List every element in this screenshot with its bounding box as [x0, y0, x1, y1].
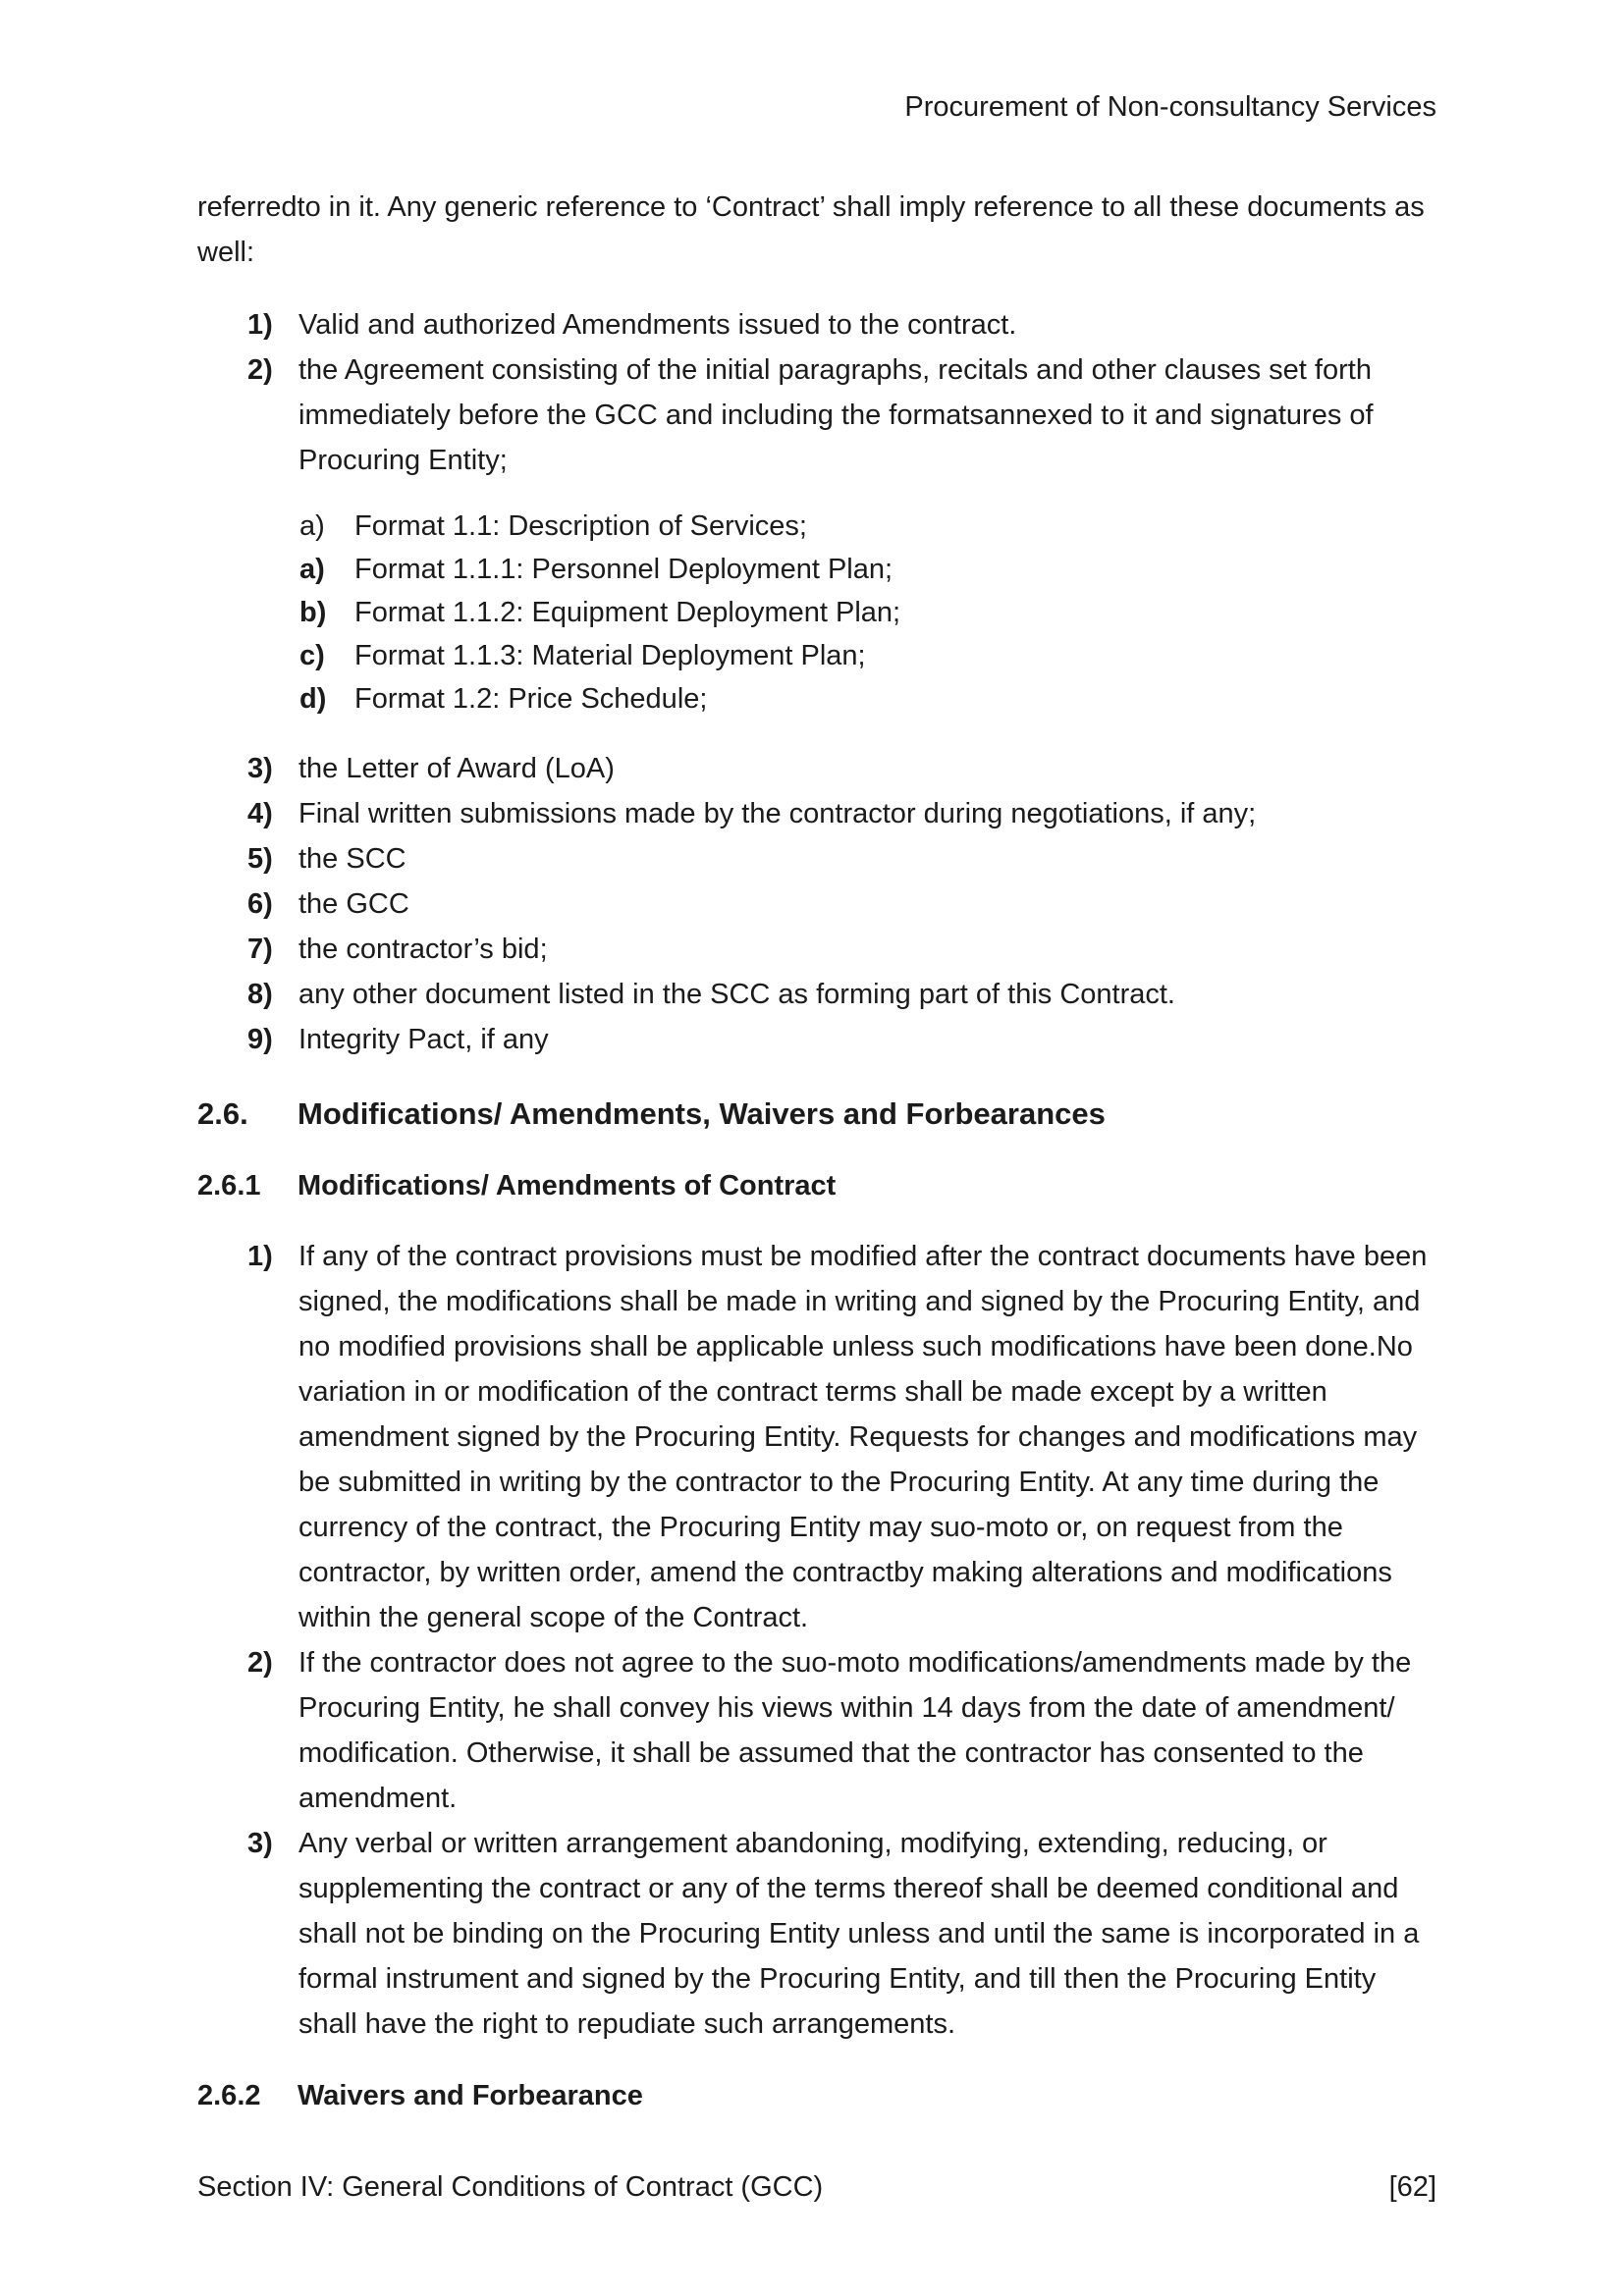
- section-heading-2-6-2: [197, 2073, 1436, 2118]
- list-item-text: Valid and authorized Amendments issued to the contract.: [298, 309, 1017, 341]
- section-heading-number: 2.6.: [197, 1096, 248, 1131]
- list-item: [197, 1017, 1436, 1062]
- section-heading-title: Modifications/ Amendments, Waivers and Forbearances: [298, 1096, 1106, 1131]
- list-item: [197, 347, 1436, 483]
- footer-page-number: [62]: [1388, 2171, 1436, 2203]
- sublist-item-letter: d): [299, 683, 327, 715]
- list-item-number: 2): [247, 1647, 273, 1679]
- sublist-item-text: Format 1.1.1: Personnel Deployment Plan;: [354, 554, 893, 585]
- list-item: [197, 836, 1436, 881]
- section-heading-number: 2.6.1: [197, 1170, 261, 1201]
- list-item-number: 1): [247, 309, 273, 341]
- list-item-text: Integrity Pact, if any: [298, 1024, 549, 1055]
- list-item-number: 5): [247, 843, 273, 875]
- intro-paragraph: referredto in it. Any generic reference to ‘Contract’ shall imply reference to all these documents as well:: [197, 191, 1425, 268]
- section-heading-2-6: [197, 1092, 1436, 1137]
- page-footer: [197, 2164, 1436, 2210]
- list-item-number: 9): [247, 1024, 273, 1055]
- list-item-number: 8): [247, 979, 273, 1010]
- sublist-item-letter: a): [299, 554, 325, 585]
- sublist-item: [197, 634, 1436, 677]
- list-item-number: 7): [247, 934, 273, 965]
- list-item-number: 4): [247, 798, 273, 829]
- list-item-text: the SCC: [298, 843, 406, 875]
- list-item-text: the Agreement consisting of the initial paragraphs, recitals and other clauses set forth immediately before the GCC and including the formatsannexed to it and signatures of Procuring Entity;: [298, 354, 1374, 476]
- list-item-number: 3): [247, 753, 273, 784]
- list-item-number: 6): [247, 888, 273, 920]
- sublist-item-text: Format 1.1.2: Equipment Deployment Plan;: [354, 597, 901, 628]
- list-item-number: 1): [247, 1241, 273, 1272]
- list-item-text: the contractor’s bid;: [298, 934, 548, 965]
- numbered-list-top: [197, 302, 1436, 483]
- sublist-item-letter: c): [299, 640, 325, 671]
- sublist-item: [197, 591, 1436, 634]
- list-item: [197, 1640, 1436, 1821]
- sublist-item-text: Format 1.1: Description of Services;: [354, 510, 807, 542]
- section-heading-title: Waivers and Forbearance: [298, 2080, 643, 2111]
- list-item: [197, 302, 1436, 347]
- list-item-text: If the contractor does not agree to the suo-moto modifications/amendments made by the Procuring Entity, he shall convey his views within 14 days from the date of amendment/ modification. Otherwise, it shall be assumed that the contractor has consented to the amendment.: [298, 1647, 1412, 1814]
- list-item-text: the Letter of Award (LoA): [298, 753, 615, 784]
- section-heading-title: Modifications/ Amendments of Contract: [298, 1170, 837, 1201]
- list-item-text: Final written submissions made by the contractor during negotiations, if any;: [298, 798, 1257, 829]
- sublist-item-text: Format 1.1.3: Material Deployment Plan;: [354, 640, 866, 671]
- sublist-item: [197, 548, 1436, 591]
- sublist-item-text: Format 1.2: Price Schedule;: [354, 683, 708, 715]
- list-item: [197, 1234, 1436, 1640]
- list-item: [197, 746, 1436, 791]
- list-item: [197, 791, 1436, 836]
- header-title: Procurement of Non-consultancy Services: [904, 91, 1436, 123]
- section-heading-number: 2.6.2: [197, 2080, 261, 2111]
- list-item-text: any other document listed in the SCC as forming part of this Contract.: [298, 979, 1175, 1010]
- lettered-sublist: [197, 505, 1436, 721]
- numbered-list-modifications: [197, 1234, 1436, 2047]
- section-heading-2-6-1: [197, 1163, 1436, 1208]
- list-item-text: Any verbal or written arrangement abandoning, modifying, extending, reducing, or supplementing the contract or any of the terms thereof shall be deemed conditional and shall not be binding on the Procuring Entity unless and until the same is incorporated in a formal instrument and signed by the Procuring Entity, and till then the Procuring Entity shall have the right to repudiate such arrangements.: [298, 1828, 1420, 2040]
- sublist-item-letter: a): [299, 510, 325, 542]
- page-header: [197, 84, 1436, 130]
- footer-section-label: Section IV: General Conditions of Contract (GCC): [197, 2171, 824, 2203]
- list-item: [197, 1821, 1436, 2047]
- list-item-text: the GCC: [298, 888, 409, 920]
- list-item: [197, 881, 1436, 927]
- list-item: [197, 927, 1436, 972]
- list-item-text: If any of the contract provisions must be modified after the contract documents have been signed, the modifications shall be made in writing and signed by the Procuring Entity, and no modified provisions shall be applicable unless such modifications have been done.No variation in or modification of the contract terms shall be made except by a written amendment signed by the Procuring Entity. Requests for changes and modifications may be submitted in writing by the contractor to the Procuring Entity. At any time during the currency of the contract, the Procuring Entity may suo-moto or, on request from the contractor, by written order, amend the contractby making alterations and modifications within the general scope of the Contract.: [298, 1241, 1428, 1633]
- sublist-item: [197, 505, 1436, 548]
- numbered-list-continued: [197, 746, 1436, 1062]
- list-item-number: 3): [247, 1828, 273, 1859]
- list-item-number: 2): [247, 354, 273, 386]
- sublist-item-letter: b): [299, 597, 327, 628]
- sublist-item: [197, 677, 1436, 721]
- list-item: [197, 972, 1436, 1017]
